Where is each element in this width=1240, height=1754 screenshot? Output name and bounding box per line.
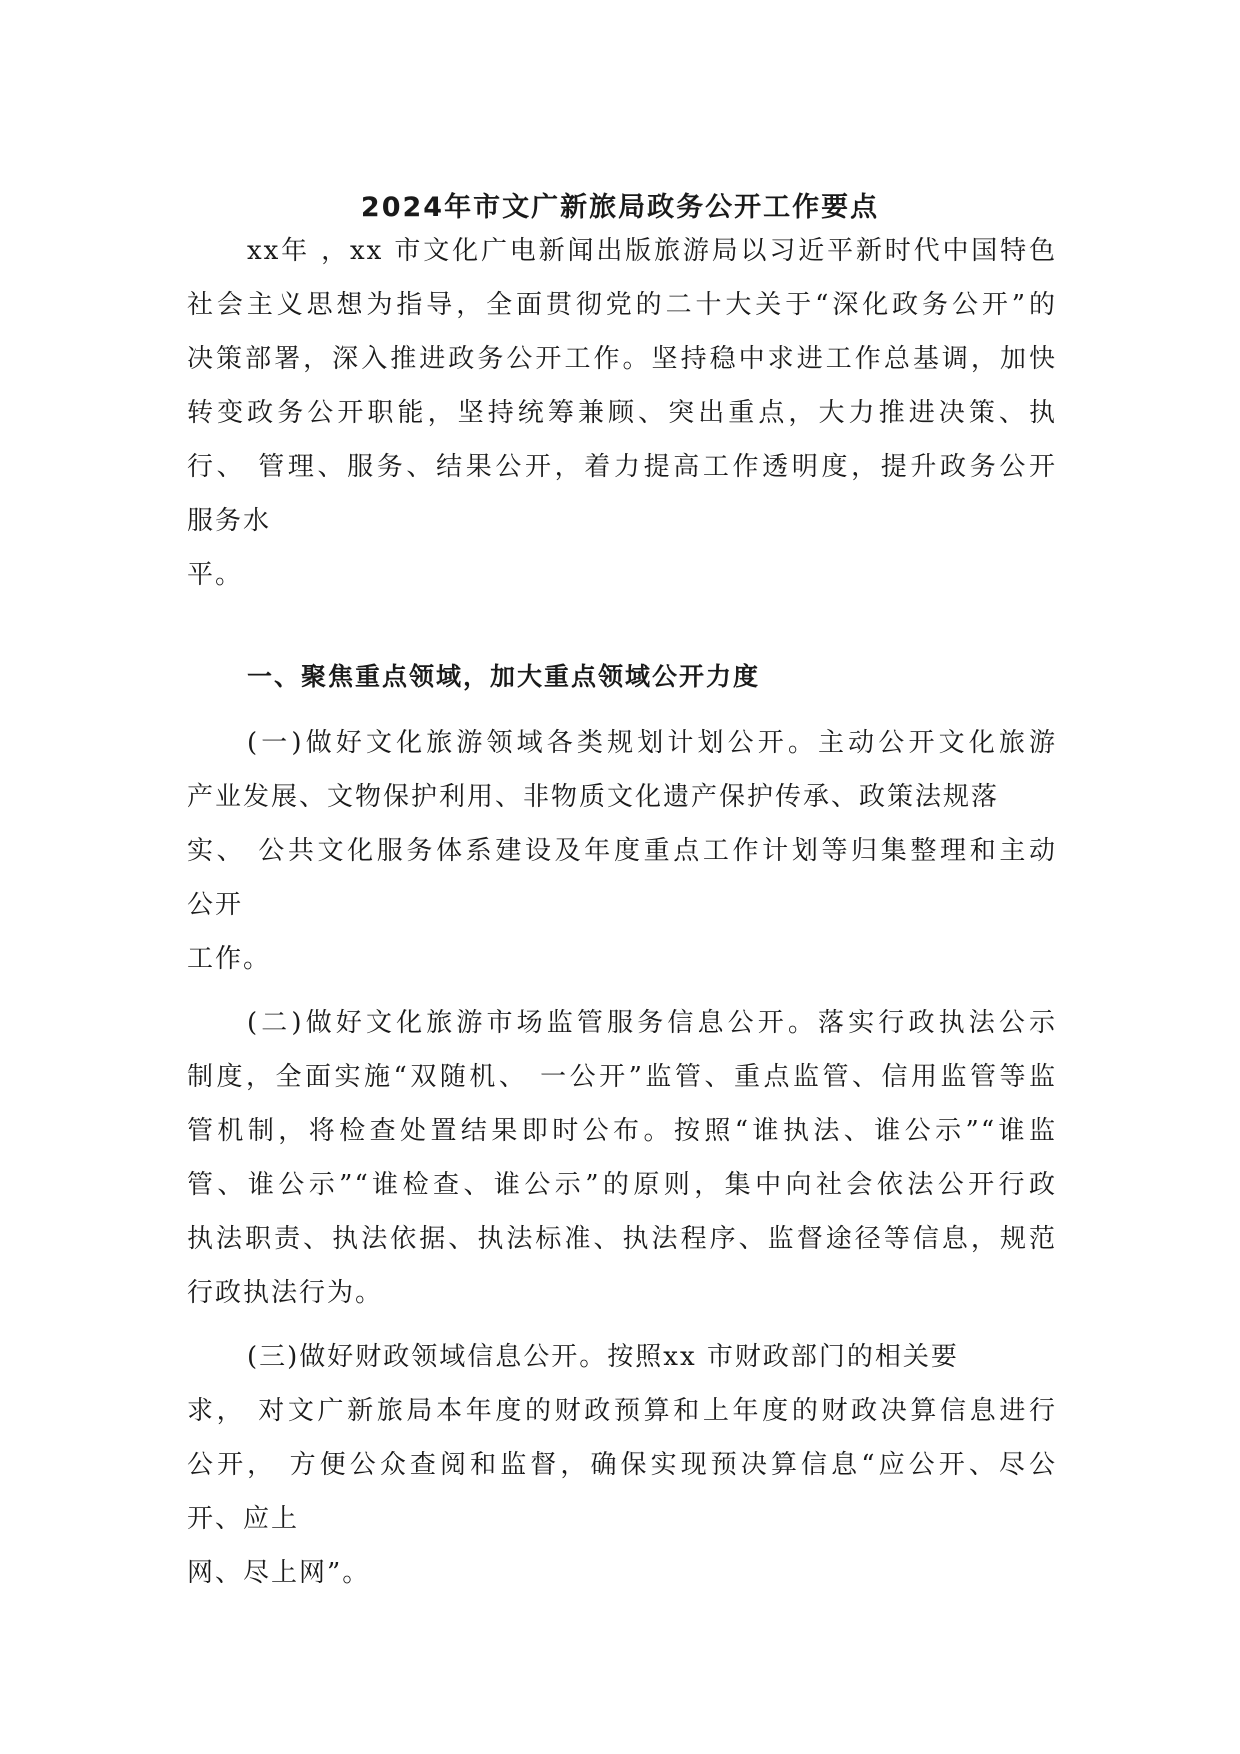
text-line: 公开 xyxy=(187,890,244,920)
text-line: 服务水 xyxy=(187,506,272,536)
text-line: 求， 对文广新旅局本年度的财政预算和上年度的财政决算信息进行 xyxy=(187,1396,1057,1426)
text-line: 开、应上 xyxy=(187,1504,300,1534)
item-paragraph-2 xyxy=(187,996,1057,1320)
text-line: xx年 ，xx 市文化广电新闻出版旅游局以习近平新时代中国特色 xyxy=(247,236,1057,266)
text-line: 执法职责、执法依据、执法标准、执法程序、监督途径等信息，规范 xyxy=(187,1224,1057,1254)
section-heading xyxy=(187,650,1057,704)
text-line: 平。 xyxy=(187,560,244,590)
intro-paragraph xyxy=(187,224,1057,602)
document-title: 2024年市文广新旅局政务公开工作要点 xyxy=(360,192,880,223)
text-line: 社会主义思想为指导，全面贯彻党的二十大关于“深化政务公开”的 xyxy=(187,290,1057,320)
item-paragraph-1 xyxy=(187,716,1057,986)
text-line: 实、 公共文化服务体系建设及年度重点工作计划等归集整理和主动 xyxy=(187,836,1057,866)
text-line: 行、 管理、服务、结果公开，着力提高工作透明度，提升政务公开 xyxy=(187,452,1057,482)
text-line: 网、尽上网”。 xyxy=(187,1558,371,1588)
text-line: (三)做好财政领域信息公开。按照xx 市财政部门的相关要 xyxy=(247,1342,959,1372)
text-line: 管、谁公示”“谁检查、谁公示”的原则，集中向社会依法公开行政 xyxy=(187,1170,1057,1200)
text-line: 转变政务公开职能，坚持统筹兼顾、突出重点，大力推进决策、执 xyxy=(187,398,1057,428)
text-line: 工作。 xyxy=(187,944,272,974)
text-line: 决策部署，深入推进政务公开工作。坚持稳中求进工作总基调，加快 xyxy=(187,344,1057,374)
text-line: 管机制，将检查处置结果即时公布。按照“谁执法、谁公示”“谁监 xyxy=(187,1116,1057,1146)
item-paragraph-3 xyxy=(187,1330,1057,1600)
text-line: 行政执法行为。 xyxy=(187,1278,384,1308)
text-line: 制度，全面实施“双随机、 一公开”监管、重点监管、信用监管等监 xyxy=(187,1062,1057,1092)
text-line: 产业发展、文物保护利用、非物质文化遗产保护传承、政策法规落 xyxy=(187,782,1000,812)
text-line: (一)做好文化旅游领域各类规划计划公开。主动公开文化旅游 xyxy=(247,728,1057,758)
text-line: (二)做好文化旅游市场监管服务信息公开。落实行政执法公示 xyxy=(247,1008,1057,1038)
section-heading-text: 一、聚焦重点领域，加大重点领域公开力度 xyxy=(247,662,761,691)
text-line: 公开， 方便公众查阅和监督，确保实现预决算信息“应公开、尽公 xyxy=(187,1450,1057,1480)
